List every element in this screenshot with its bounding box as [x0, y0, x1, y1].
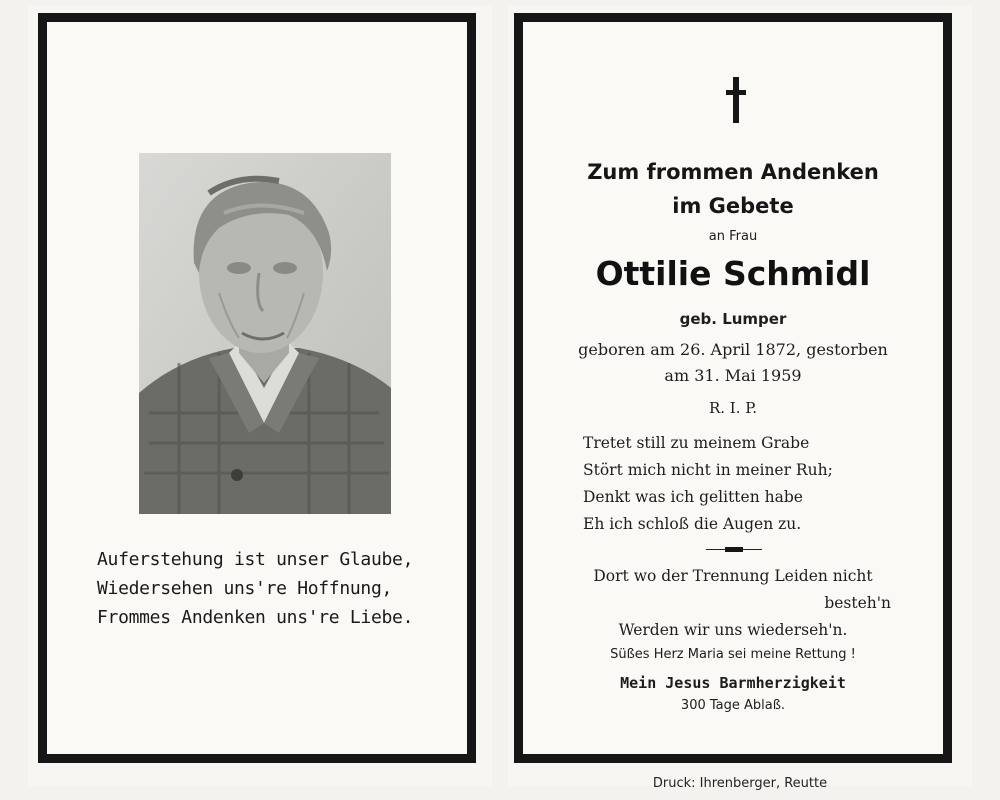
life-dates: [523, 337, 943, 389]
ornament-divider: [706, 546, 762, 554]
poem-line: Stört mich nicht in meiner Ruh;: [583, 461, 833, 479]
resurrection-verse: [97, 545, 457, 632]
separation-line-1: Dort wo der Trennung Leiden nicht: [593, 567, 873, 585]
prayer-jesus: Mein Jesus Barmherzigkeit: [620, 674, 846, 692]
maiden-name: geb. Lumper: [679, 310, 787, 328]
memorial-text: [523, 22, 943, 754]
heading-line-1: Zum frommen Andenken: [587, 160, 879, 184]
printer-credit: Druck: Ihrenberger, Reutte: [652, 776, 828, 791]
poem-line: Eh ich schloß die Augen zu.: [583, 515, 802, 533]
verse-line: Wiedersehen uns're Hoffnung,: [97, 578, 393, 599]
indulgence-note: 300 Tage Ablaß.: [680, 698, 786, 713]
portrait-photo: [139, 153, 391, 514]
dates-line-2: am 31. Mai 1959: [664, 366, 802, 385]
separation-line-3: Werden wir uns wiederseh'n.: [618, 621, 848, 639]
dates-line-1: geboren am 26. April 1872, gestorben: [578, 340, 888, 359]
poem-line: Tretet still zu meinem Grabe: [583, 434, 810, 452]
verse-line: Frommes Andenken uns're Liebe.: [97, 607, 414, 628]
an-frau-label: an Frau: [708, 229, 758, 244]
separation-line-2: besteh'n: [824, 594, 891, 612]
deceased-name: Ottilie Schmidl: [595, 254, 871, 293]
cross-icon: [726, 77, 746, 123]
heading-line-2: im Gebete: [672, 194, 794, 218]
prayer-herz-maria: Süßes Herz Maria sei meine Rettung !: [610, 647, 856, 662]
rip-label: R. I. P.: [708, 399, 758, 417]
verse-line: Auferstehung ist unser Glaube,: [97, 549, 414, 570]
separation-verse: [523, 563, 943, 644]
grave-poem: [583, 430, 913, 538]
poem-line: Denkt was ich gelitten habe: [583, 488, 803, 506]
